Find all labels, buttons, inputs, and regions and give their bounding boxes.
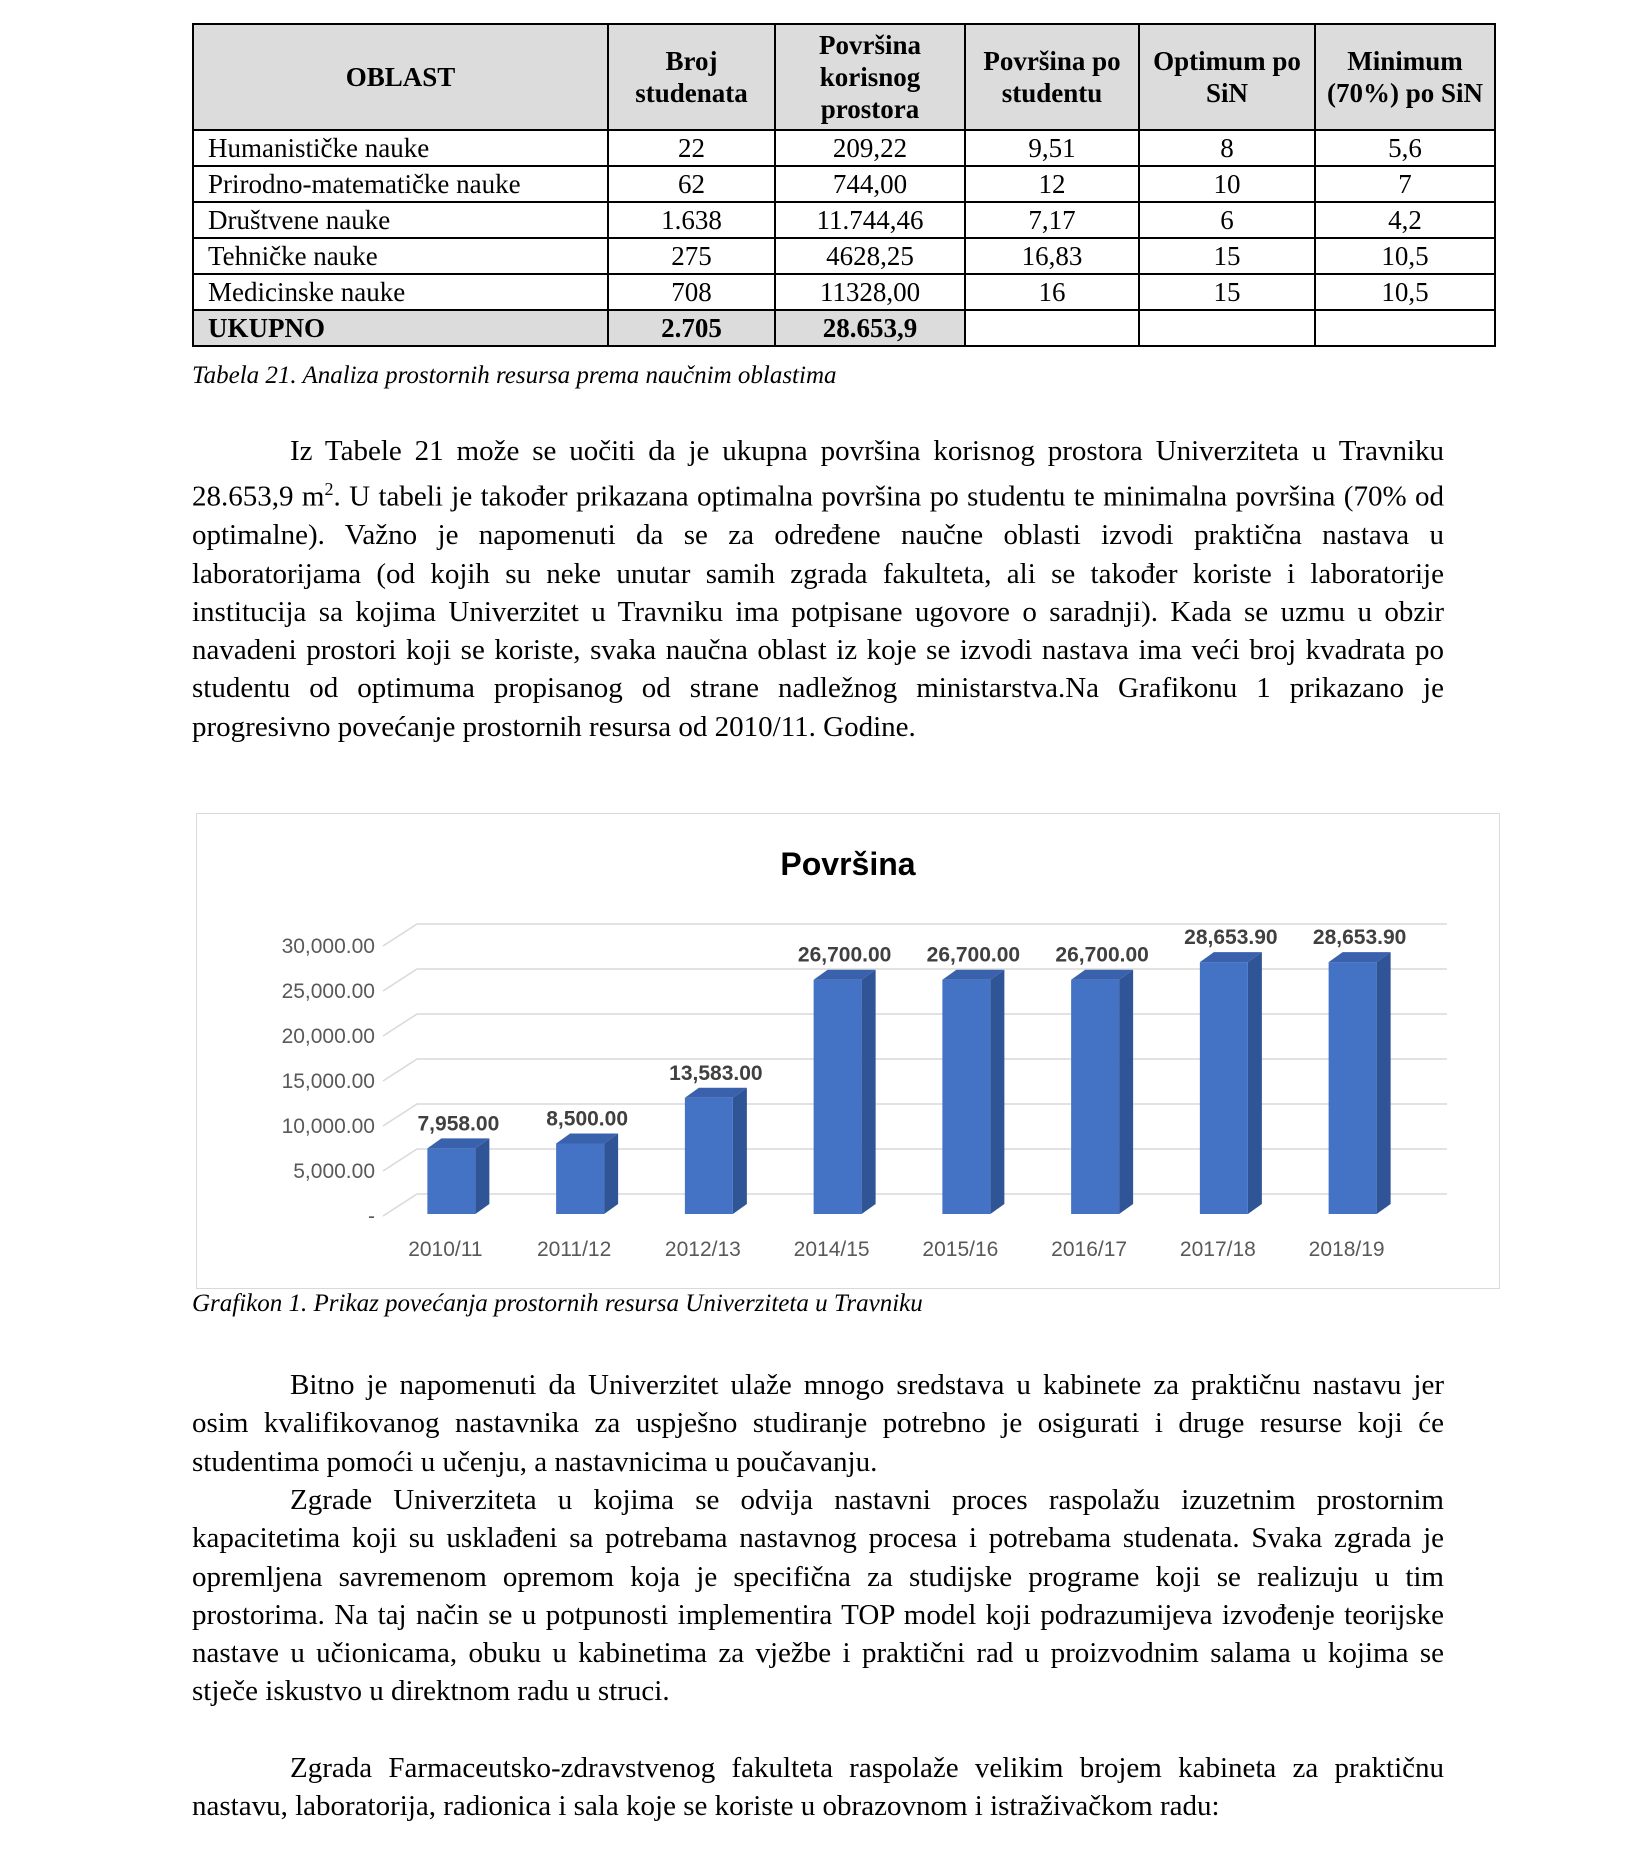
bar-side [1377,952,1391,1214]
y-tick-label: 5,000.00 [293,1160,375,1183]
table-row [193,238,1495,274]
gridline [383,1194,1447,1216]
bar-side [604,1134,618,1215]
table-cell [1315,310,1495,346]
x-tick-label: 2016/17 [1051,1238,1128,1261]
x-tick-label: 2015/16 [922,1238,999,1261]
paragraph-1-superscript: 2 [324,479,334,500]
table-header-row [193,24,1495,130]
table-cell: 62 [608,166,775,202]
table-row [193,274,1495,310]
table-cell: 16 [965,274,1139,310]
table-cell: 8 [1139,130,1315,166]
table-cell: 209,22 [775,130,965,166]
y-tick-label: 25,000.00 [281,980,375,1003]
y-tick-label: 10,000.00 [281,1115,375,1138]
table-cell: 5,6 [1315,130,1495,166]
data-label: 26,700.00 [1055,943,1149,967]
area-analysis-table [192,23,1496,347]
table-cell: Društvene nauke [193,202,608,238]
table-cell: 28.653,9 [775,310,965,346]
table-cell: UKUPNO [193,310,608,346]
table-cell: 9,51 [965,130,1139,166]
gridline [383,1014,1447,1036]
bar [942,980,990,1214]
table-caption: Tabela 21. Analiza prostornih resursa prema naučnim oblastima [192,362,837,389]
bar [427,1148,475,1214]
data-label: 8,500.00 [546,1107,628,1131]
bar [1071,980,1119,1214]
bar [1200,962,1248,1214]
header-povrsina-po-studentu: Površina po studentu [965,24,1139,130]
table-cell: 11.744,46 [775,202,965,238]
data-label: 26,700.00 [926,943,1021,967]
bar [1329,962,1377,1214]
table-cell: 7 [1315,166,1495,202]
table-cell: 10 [1139,166,1315,202]
table-cell: 10,5 [1315,238,1495,274]
bar [814,980,862,1214]
table-cell: 2.705 [608,310,775,346]
gridline [383,924,1447,946]
table-cell: 10,5 [1315,274,1495,310]
paragraph-2: Bitno je napomenuti da Univerzitet ulaže mnogo sredstava u kabinete za praktičnu nastavu jer osim kvalifikovanog nastavnika za uspješno studiranje potrebno je osigurati i druge resurse koji će studentima pomoći u učenju, a nastavnicima u poučavanju. [192,1369,1444,1478]
y-tick-label: - [368,1205,375,1228]
x-tick-label: 2014/15 [793,1238,870,1261]
bar-side [733,1088,747,1214]
table-cell: 275 [608,238,775,274]
table-cell: 744,00 [775,166,965,202]
header-minimum: Minimum (70%) po SiN [1315,24,1495,130]
table-row [193,166,1495,202]
x-tick-label: 2017/18 [1179,1238,1256,1261]
table-cell: Prirodno-matematičke nauke [193,166,608,202]
chart-title: Površina [780,846,916,882]
table-cell [1139,310,1315,346]
paragraph-3: Zgrade Univerziteta u kojima se odvija nastavni proces raspolažu izuzetnim prostornim kapacitetima koji su usklađeni sa potrebama nastavnog procesa i potrebama studenata. Svaka zgrada je opremljena savremenom opremom koja je specifična za studijske programe koji se realizuju u tim prostorima. Na taj način se u potpunosti implementira TOP model koji podrazumijeva izvođenje teorijske nastave u učionicama, obuku u kabinetima za vježbe i praktični rad u proizvodnim salama u kojima se stječe iskustvo u direktnom radu u struci. [192,1484,1444,1708]
gridline [383,969,1447,991]
bar [685,1098,733,1214]
table-cell: Tehničke nauke [193,238,608,274]
table-cell: 12 [965,166,1139,202]
table-cell: 1.638 [608,202,775,238]
paragraph-1 [192,432,1444,746]
table-cell: 16,83 [965,238,1139,274]
table-cell: 4,2 [1315,202,1495,238]
paragraph-1-text-b: . U tabeli je također prikazana optimalna površina po studentu te minimalna površina (70% od optimalne). Važno je napomenuti da se za određene naučne oblasti izvodi praktična nastava u laboratorijama (od kojih su neke unutar samih zgrada fakulteta, ali se također koriste i laboratorije institucija sa kojima Univerzitet u Travniku ima potpisane ugovore o saradnji). Kada se uzmu u obzir navadeni prostori koji se koriste, svaka naučna oblast iz koje se izvodi nastava ima veći broj kvadrata po studentu od optimuma propisanog od strane nadležnog ministarstva.Na Grafikonu 1 prikazano je progresivno povećanje prostornih resursa od 2010/11. Godine. [192,480,1445,743]
paragraph-4: Zgrada Farmaceutsko-zdravstvenog fakulteta raspolaže velikim brojem kabineta za praktičnu nastavu, laboratorija, radionica i sala koje se koriste u obrazovnom i istraživačkom radu: [192,1752,1444,1823]
gridline [383,1104,1447,1126]
data-label: 7,958.00 [417,1112,500,1136]
y-tick-label: 30,000.00 [281,935,375,958]
data-label: 26,700.00 [797,943,892,967]
table-cell: 4628,25 [775,238,965,274]
table-total-row [193,310,1495,346]
table-cell [965,310,1139,346]
table-cell: 15 [1139,238,1315,274]
table-cell: 6 [1139,202,1315,238]
table-cell: 15 [1139,274,1315,310]
bar-side [475,1138,489,1214]
header-oblast: OBLAST [193,24,608,130]
chart-area [196,813,1500,1289]
y-tick-label: 20,000.00 [281,1025,375,1048]
table-cell: 22 [608,130,775,166]
gridline [383,1059,1447,1081]
data-label: 28,653.90 [1312,926,1407,950]
table-row [193,202,1495,238]
bar-side [1248,952,1262,1214]
bar-side [1119,970,1133,1214]
bar-side [862,970,876,1214]
bar [556,1144,604,1215]
table-cell: 7,17 [965,202,1139,238]
table-cell: Humanističke nauke [193,130,608,166]
bar-side [990,970,1004,1214]
x-tick-label: 2012/13 [664,1238,741,1261]
data-label: 13,583.00 [669,1061,763,1085]
x-tick-label: 2010/11 [408,1238,483,1261]
table-cell: 708 [608,274,775,310]
gridline [383,1149,1447,1171]
data-label: 28,653.90 [1184,926,1278,950]
bar-chart [197,814,1499,1288]
x-tick-label: 2011/12 [536,1238,612,1261]
table-cell: Medicinske nauke [193,274,608,310]
chart-caption: Grafikon 1. Prikaz povećanja prostornih resursa Univerziteta u Travniku [192,1290,923,1317]
x-tick-label: 2018/19 [1308,1238,1385,1261]
header-optimum: Optimum po SiN [1139,24,1315,130]
table-cell: 11328,00 [775,274,965,310]
y-tick-label: 15,000.00 [281,1070,375,1093]
paragraph-1-text-a: Iz Tabele 21 može se uočiti da je ukupna površina korisnog prostora Univerziteta u Travniku 28.653,9 m [192,435,1444,513]
header-povrsina-prostora: Površina korisnog prostora [775,24,965,130]
header-broj-studenata: Broj studenata [608,24,775,130]
table-row [193,130,1495,166]
